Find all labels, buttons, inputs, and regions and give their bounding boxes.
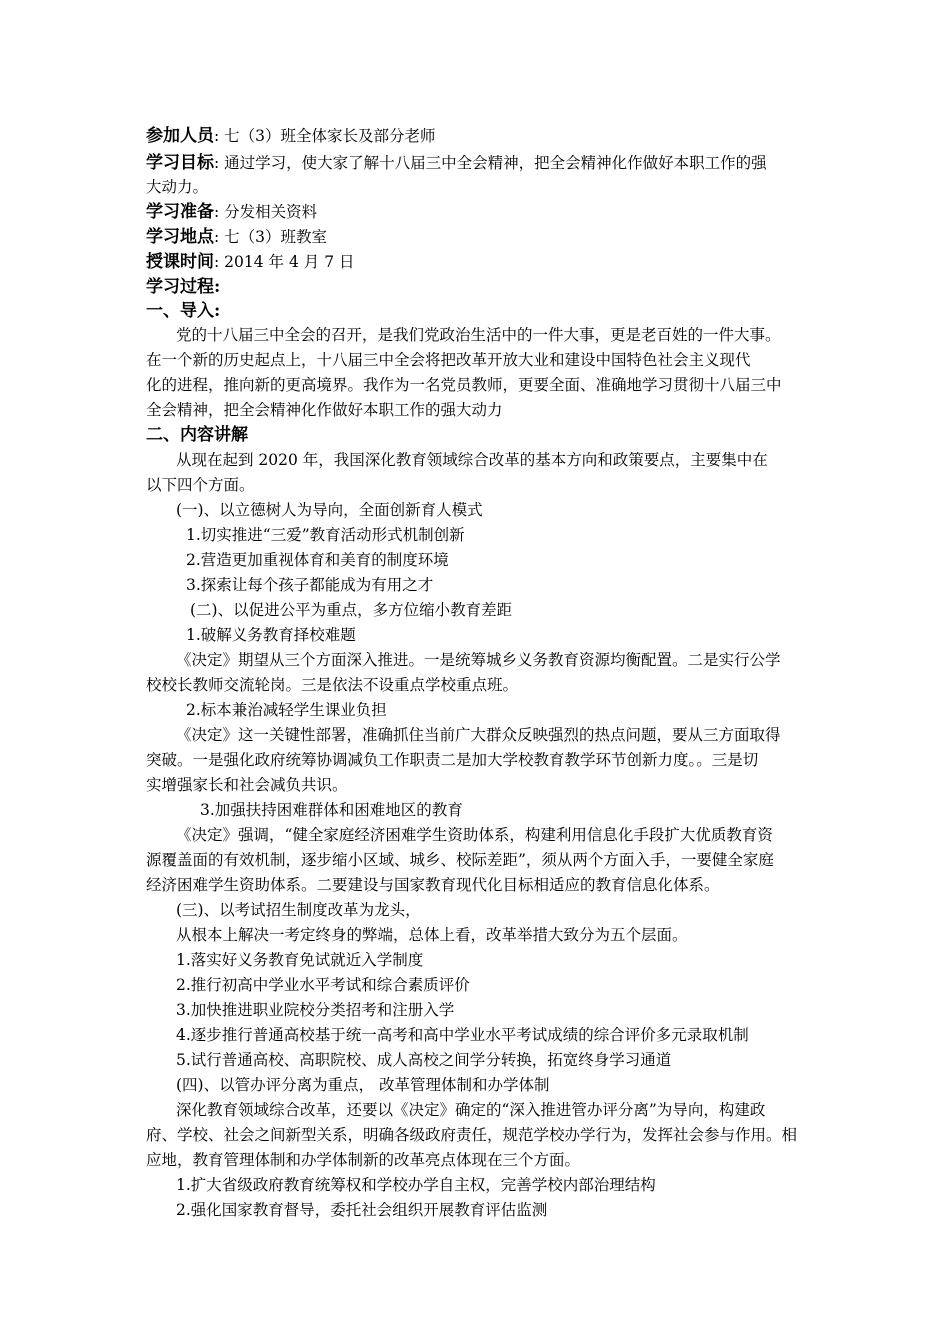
content-line: 《决定》这一关键性部署，准确抓住当前广大群众反映强烈的热点问题，要从三方面取得	[176, 726, 781, 744]
objective-label: 学习目标	[146, 153, 214, 173]
content-line: 以下四个方面。	[146, 476, 255, 494]
location-row	[146, 226, 327, 248]
content-line: 应地，教育管理体制和办学体制新的改革亮点体现在三个方面。	[146, 1151, 581, 1169]
preparation-label: 学习准备	[146, 202, 214, 222]
list-item: 4.逐步推行普通高校基于统一高考和高中学业水平考试成绩的综合评价多元录取机制	[176, 1026, 749, 1044]
process-sep: :	[214, 277, 221, 297]
process-label: 学习过程	[146, 277, 214, 297]
content-line: 深化教育领域综合改革，还要以《决定》确定的“深入推进管办评分离”为导向，构建政	[176, 1101, 766, 1119]
location-label: 学习地点	[146, 227, 214, 247]
time-value: 2014 年 4 月 7 日	[224, 253, 355, 271]
process-row	[146, 276, 220, 298]
location-sep: :	[214, 228, 220, 246]
list-item: 2.强化国家教育督导，委托社会组织开展教育评估监测	[176, 1201, 548, 1219]
list-item: 1.落实好义务教育免试就近入学制度	[176, 951, 424, 969]
list-item: 1.扩大省级政府教育统筹权和学校办学自主权，完善学校内部治理结构	[176, 1176, 656, 1194]
participants-sep: :	[214, 127, 220, 145]
content-line: 《决定》期望从三个方面深入推进。一是统筹城乡义务教育资源均衡配置。二是实行公学	[176, 651, 781, 669]
content-line: 府、学校、社会之间新型关系，明确各级政府责任，规范学校办学行为，发挥社会参与作用。相	[146, 1126, 798, 1144]
subsection-heading: (二)、以促进公平为重点，多方位缩小教育差距	[190, 601, 513, 619]
list-item: 2.营造更加重视体育和美育的制度环境	[186, 551, 449, 569]
list-item: 3.加快推进职业院校分类招考和注册入学	[176, 1001, 455, 1019]
content-line: 《决定》强调，“健全家庭经济困难学生资助体系，构建利用信息化手段扩大优质教育资	[176, 826, 773, 844]
section1-heading: 一、导入:	[146, 301, 221, 321]
list-item: 1.切实推进“三爱”教育活动形式机制创新	[186, 526, 465, 544]
content-line: 校校长教师交流轮岗。三是依法不设重点学校重点班。	[146, 676, 519, 694]
list-item: 5.试行普通高校、高职院校、成人高校之间学分转换，拓宽终身学习通道	[176, 1051, 672, 1069]
list-item: 3.加强扶持困难群体和困难地区的教育	[200, 801, 463, 819]
time-label: 授课时间	[146, 252, 214, 272]
list-item: 1.破解义务教育择校难题	[186, 626, 356, 644]
objective-value: 通过学习，使大家了解十八届三中全会精神，把全会精神化作做好本职工作的强	[224, 154, 767, 172]
subsection-heading: (四)、以管办评分离为重点， 改革管理体制和办学体制	[176, 1076, 550, 1094]
participants-row	[146, 125, 436, 147]
content-line: 经济困难学生资助体系。二要建设与国家教育现代化目标相适应的教育信息化体系。	[146, 876, 720, 894]
list-item: 2.标本兼治减轻学生课业负担	[186, 701, 387, 719]
intro-line: 化的进程，推向新的更高境界。我作为一名党员教师，更要全面、准确地学习贯彻十八届三中	[146, 376, 782, 394]
subsection-heading: (三)、以考试招生制度改革为龙头，	[176, 901, 421, 919]
content-line: 突破。一是强化政府统筹协调减负工作职责二是加大学校教育教学环节创新力度。。三是切	[146, 751, 759, 769]
preparation-row	[146, 201, 317, 223]
section2-heading: 二、内容讲解	[146, 425, 248, 445]
intro-line: 党的十八届三中全会的召开，是我们党政治生活中的一件大事，更是老百姓的一件大事。	[176, 326, 781, 344]
intro-line: 在一个新的历史起点上，十八届三中全会将把改革开放大业和建设中国特色社会主义现代	[146, 351, 751, 369]
location-value: 七（3）班教室	[224, 228, 328, 246]
list-item: 3.探索让每个孩子都能成为有用之才	[186, 576, 434, 594]
list-item: 2.推行初高中学业水平考试和综合素质评价	[176, 976, 470, 994]
objective-sep: :	[214, 154, 220, 172]
intro-line: 全会精神，把全会精神化作做好本职工作的强大动力	[146, 401, 503, 419]
content-line: 源覆盖面的有效机制，逐步缩小区域、城乡、校际差距”，须从两个方面入手，一要健全家庭	[146, 851, 774, 869]
preparation-sep: :	[214, 203, 220, 221]
objective-row	[146, 152, 767, 174]
subsection-heading: (一)、以立德树人为导向，全面创新育人模式	[176, 501, 483, 519]
preparation-value: 分发相关资料	[224, 203, 318, 221]
participants-label: 参加人员	[146, 126, 214, 146]
time-row	[146, 251, 354, 273]
content-line: 从根本上解决一考定终身的弊端，总体上看，改革举措大致分为五个层面。	[176, 926, 688, 944]
content-line: 从现在起到 2020 年，我国深化教育领域综合改革的基本方向和政策要点，主要集中在	[176, 451, 768, 469]
time-sep: :	[214, 253, 220, 271]
participants-value: 七（3）班全体家长及部分老师	[224, 127, 436, 145]
objective-cont: 大动力。	[146, 178, 209, 196]
content-line: 实增强家长和社会减负共识。	[146, 776, 348, 794]
